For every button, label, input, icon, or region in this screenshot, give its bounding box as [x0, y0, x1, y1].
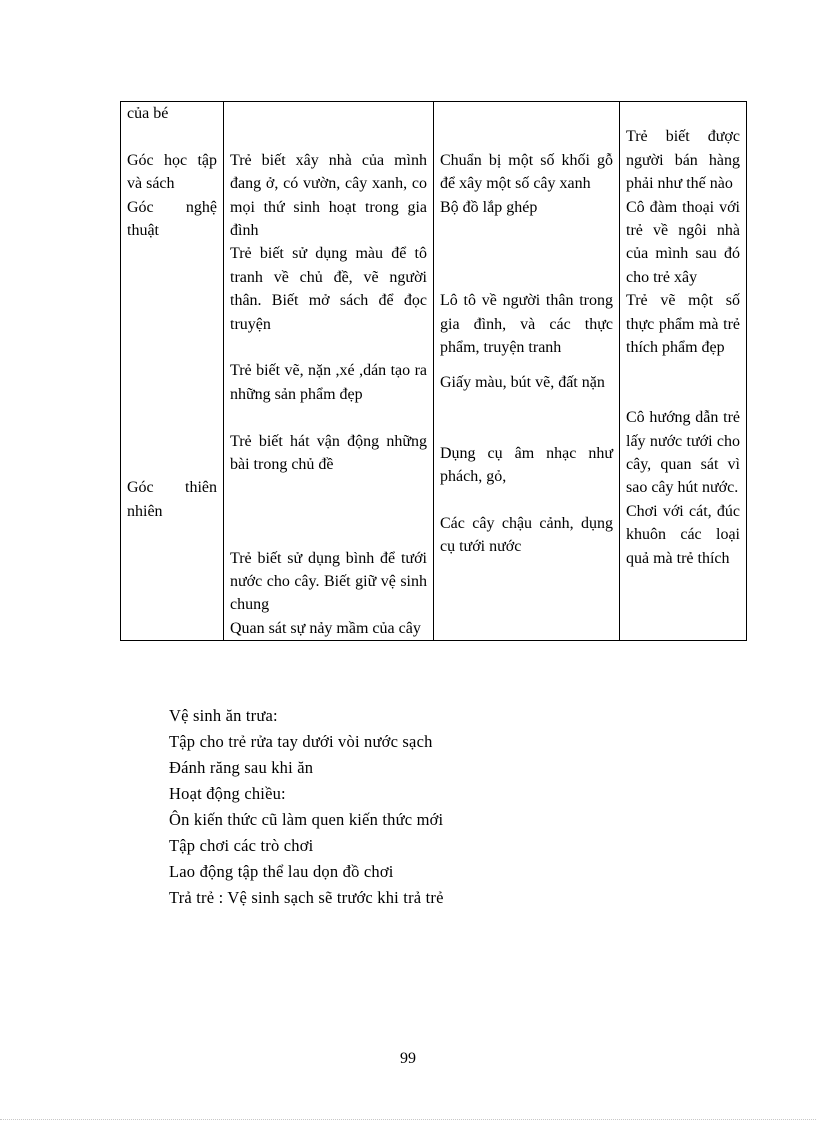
- material-text: Chuẩn bị một số khối gỗ để xây một số cây xanh: [440, 151, 613, 193]
- activity-text: Cô hướng dẫn trẻ lấy nước tưới cho cây, quan sát vì sao cây hút nước.: [626, 409, 740, 497]
- material-text: Các cây chậu cảnh, dụng cụ tưới nước: [440, 514, 613, 556]
- corner-name-cell: [121, 102, 224, 641]
- activity-text: Cô đàm thoại với trẻ về ngôi nhà của mình sau đó cho trẻ xây: [626, 198, 740, 286]
- table-row: [121, 102, 747, 641]
- objective-text: Trẻ biết vẽ, nặn ,xé ,dán tạo ra những sản phẩm đẹp: [230, 362, 427, 403]
- objectives-cell: [224, 102, 434, 641]
- activities-cell: [620, 102, 747, 641]
- note-line: Đánh răng sau khi ăn: [169, 758, 314, 777]
- note-line: Lao động tập thể lau dọn đồ chơi: [169, 862, 394, 881]
- continued-text: của bé: [127, 105, 169, 122]
- nature-corner-label: Góc thiên nhiên: [127, 479, 217, 520]
- objective-text: Quan sát sự nảy mầm của cây: [230, 619, 421, 637]
- activity-text: Chơi với cát, đúc khuôn các loại quả mà trẻ thích: [626, 502, 740, 567]
- material-text: Dụng cụ âm nhạc như phách, gỏ,: [440, 444, 613, 485]
- daily-routine-notes: [169, 703, 444, 911]
- note-line: Tập cho trẻ rửa tay dưới vòi nước sạch: [169, 732, 433, 751]
- activity-text: Trẻ vẽ một số thực phẩm mà trẻ thích phẩm đẹp: [626, 292, 740, 357]
- art-corner-label: Góc nghệ thuật: [127, 198, 217, 240]
- note-line: Trả trẻ : Vệ sinh sạch sẽ trước khi trả trẻ: [169, 888, 444, 907]
- objective-text: Trẻ biết hát vận động những bài trong chủ đề: [230, 432, 427, 474]
- objective-text: Trẻ biết xây nhà của mình đang ở, có vườn, cây xanh, co mọi thứ sinh hoạt trong gia đình: [230, 151, 427, 239]
- material-text: Giấy màu, bút vẽ, đất nặn: [440, 374, 605, 392]
- page-number: 99: [400, 1050, 416, 1067]
- note-line: Vệ sinh ăn trưa:: [169, 706, 278, 725]
- objective-text: Trẻ biết sử dụng màu để tô tranh về chủ đề, vẽ người thân. Biết mở sách để đọc truyện: [230, 245, 427, 333]
- materials-cell: [434, 102, 620, 641]
- page-bottom-divider: [0, 1119, 816, 1120]
- activity-text: Trẻ biết được người bán hàng phải như thế nào: [626, 128, 740, 193]
- material-text: Bộ đồ lắp ghép: [440, 198, 538, 216]
- activity-corners-table: [120, 101, 747, 641]
- note-line: Hoạt động chiều:: [169, 784, 286, 803]
- objective-text: Trẻ biết sử dụng bình để tưới nước cho cây. Biết giữ vệ sinh chung: [230, 549, 427, 614]
- learning-corner-label: Góc học tập và sách: [127, 151, 217, 193]
- note-line: Ôn kiến thức cũ làm quen kiến thức mới: [169, 810, 444, 829]
- material-text: Lô tô về người thân trong gia đình, và các thực phẩm, truyện tranh: [440, 292, 613, 356]
- note-line: Tập chơi các trò chơi: [169, 836, 314, 855]
